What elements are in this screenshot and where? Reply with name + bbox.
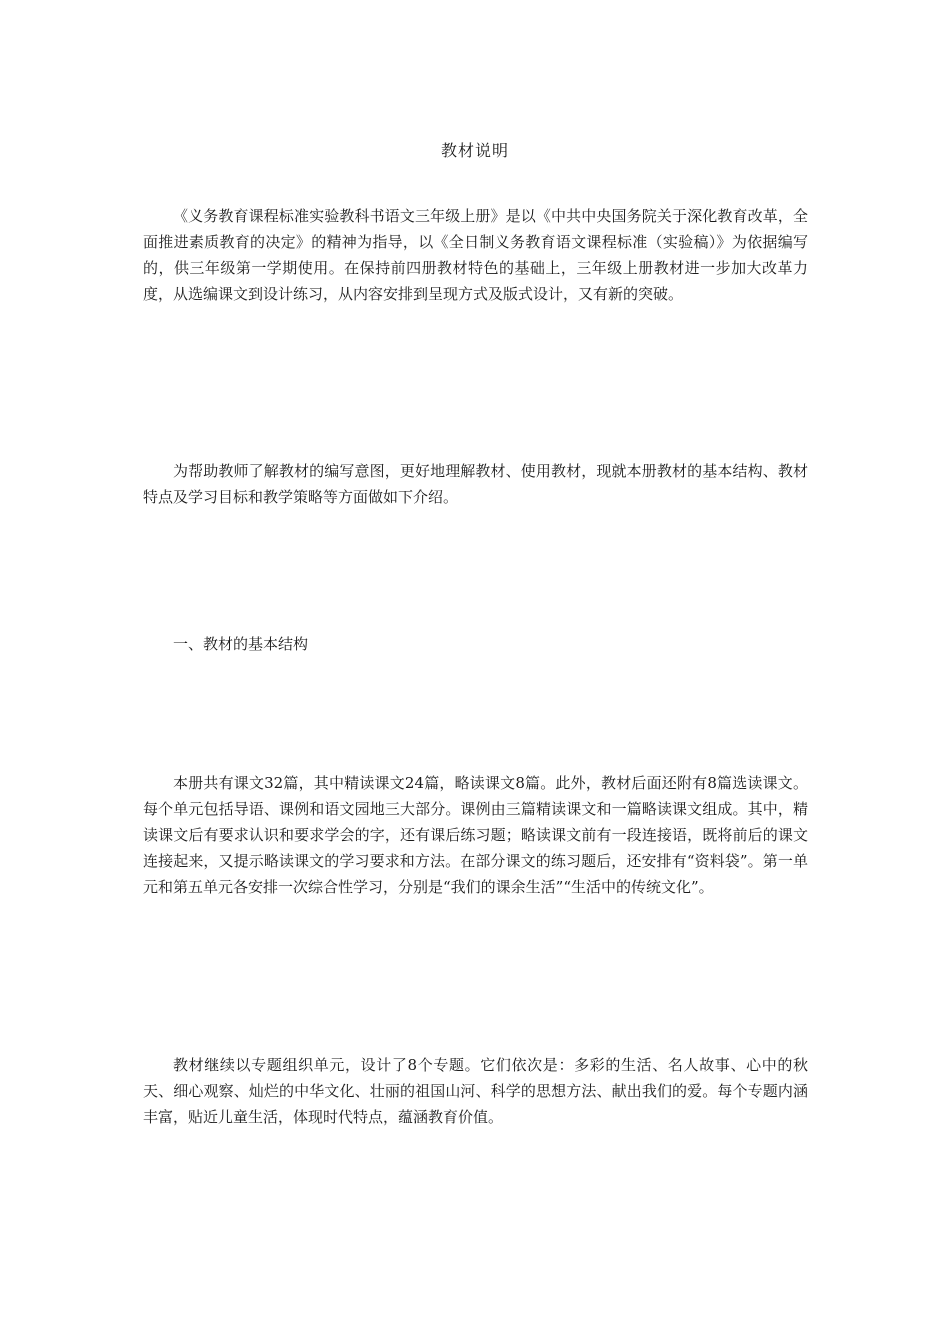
structure-paragraph: 本册共有课文32篇，其中精读课文24篇，略读课文8篇。此外，教材后面还附有8篇选读课文。每个单元包括导语、课例和语文园地三大部分。课例由三篇精读课文和一篇略读课文组成。其中，精读课文后有要求认识和要求学会的字，还有课后练习题；略读课文前有一段连接语，既将前后的课文连接起来，又提示略读课文的学习要求和方法。在部分课文的练习题后，还安排有“资料袋”。第一单元和第五单元各安排一次综合性学习，分别是“我们的课余生活”“生活中的传统文化”。 [143, 774, 808, 896]
document-title: 教材说明 [440, 141, 509, 160]
topics-paragraph: 教材继续以专题组织单元，设计了8个专题。它们依次是：多彩的生活、名人故事、心中的秋天、细心观察、灿烂的中华文化、壮丽的祖国山河、科学的思想方法、献出我们的爱。每个专题内涵丰富，贴近儿童生活，体现时代特点，蕴涵教育价值。 [143, 1056, 808, 1126]
intro-paragraph: 《义务教育课程标准实验教科书语文三年级上册》是以《中共中央国务院关于深化教育改革，全面推进素质教育的决定》的精神为指导，以《全日制义务教育语文课程标准（实验稿）》为依据编写的，供三年级第一学期使用。在保持前四册教材特色的基础上，三年级上册教材进一步加大改革力度，从选编课文到设计练习，从内容安排到呈现方式及版式设计，又有新的突破。 [143, 207, 808, 303]
purpose-paragraph: 为帮助教师了解教材的编写意图，更好地理解教材、使用教材，现就本册教材的基本结构、教材特点及学习目标和教学策略等方面做如下介绍。 [143, 462, 808, 506]
section-heading: 一、教材的基本结构 [173, 635, 309, 653]
